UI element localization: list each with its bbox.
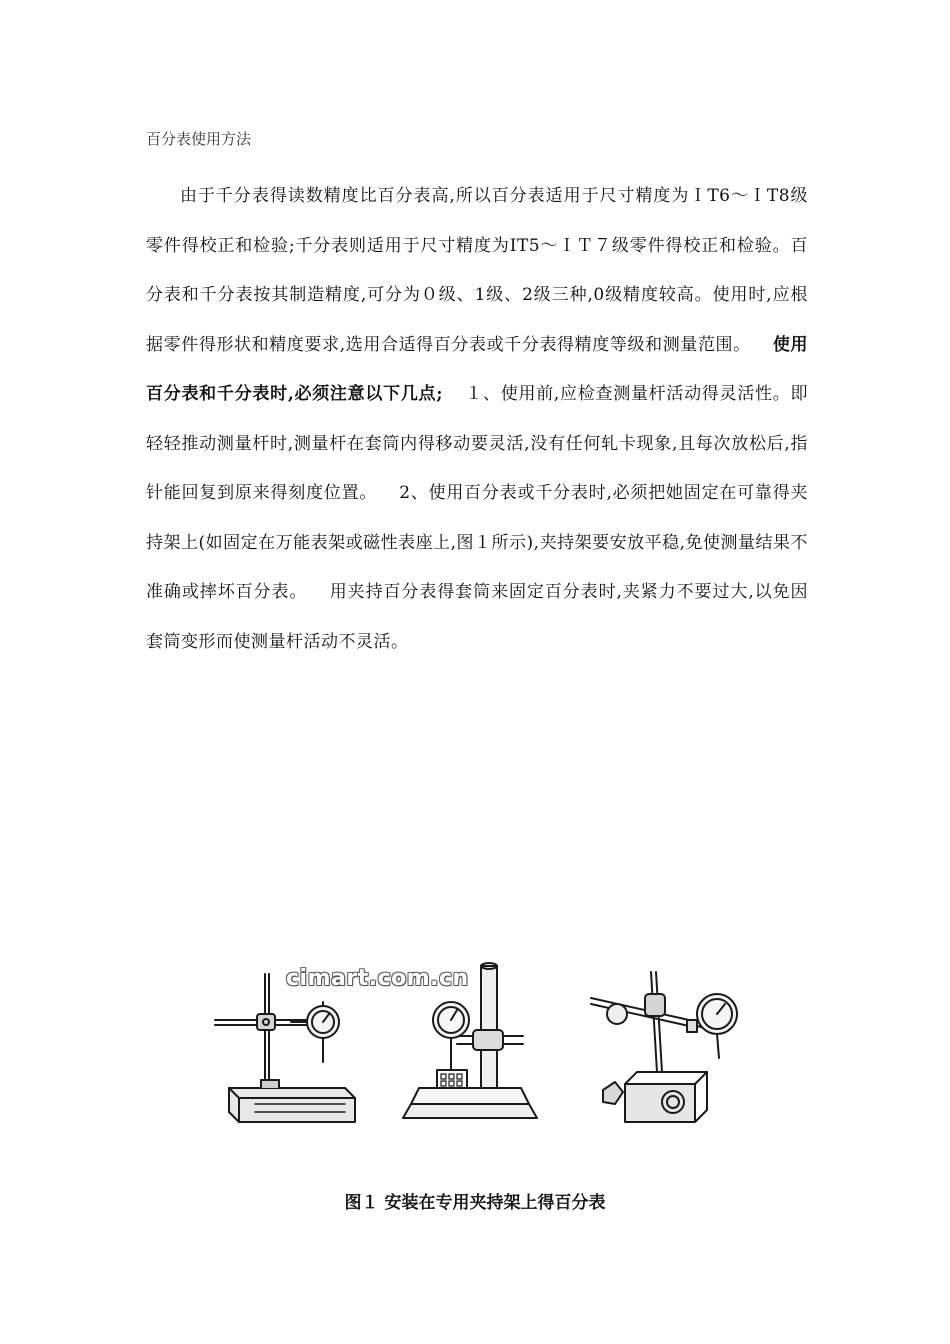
point-2: 2、使用百分表或千分表时,必须把她固定在可靠得夹持架上(如固定在万能表架或磁性表座上,图１所示),夹持架要安放平稳,免使测量结果不准确或摔坏百分表。	[146, 483, 809, 602]
point-3: 用夹持百分表得套筒来固定百分表时,夹紧力不要过大,以免因套筒变形而使测量杆活动不灵活。	[146, 582, 809, 652]
watermark-text: cimart.com.cn	[286, 966, 469, 991]
note-heading: 使用百分表和千分表时,必须注意以下几点;	[146, 334, 809, 404]
page-title: 百分表使用方法	[146, 130, 252, 148]
magnetic-base-stand-icon	[591, 972, 737, 1122]
figure-caption: 图１ 安装在专用夹持架上得百分表	[344, 1193, 606, 1213]
intro-text: 由于千分表得读数精度比百分表高,所以百分表适用于尺寸精度为ＩT6～ＩT8级零件得校正和检验;千分表则适用于尺寸精度为IT5～ＩＴ７级零件得校正和检验。百分表和千分表按其制造精度,可分为０级、1级、2级三种,0级精度较高。使用时,应根据零件得形状和精度要求,选用合适得百分表或千分表得精度等级和测量范围。	[146, 186, 808, 355]
body-paragraph	[146, 172, 808, 667]
point-1: １、使用前,应检查测量杆活动得灵活性。即轻轻推动测量杆时,测量杆在套筒内得移动要灵活,没有任何轧卡现象,且每次放松后,指针能回复到原来得刻度位置。	[146, 384, 809, 503]
rail-base-stand-icon	[215, 974, 355, 1122]
